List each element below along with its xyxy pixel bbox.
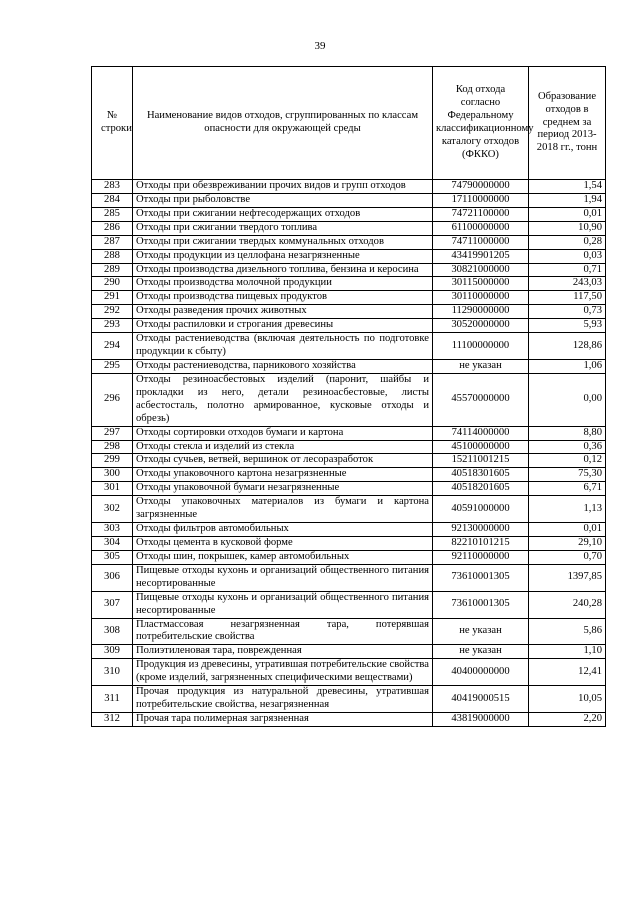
waste-name: Отходы продукции из целлофана незагрязненные <box>133 249 433 263</box>
row-number: 295 <box>92 359 133 373</box>
row-number: 299 <box>92 454 133 468</box>
page-number: 39 <box>314 40 326 52</box>
fkko-code: 74711000000 <box>433 235 529 249</box>
row-number: 285 <box>92 207 133 221</box>
row-number: 300 <box>92 468 133 482</box>
table-row <box>92 482 606 496</box>
waste-name: Прочая тара полимерная загрязненная <box>133 712 433 726</box>
waste-amount: 0,28 <box>529 235 606 249</box>
row-number: 308 <box>92 618 133 645</box>
table-row <box>92 536 606 550</box>
table-row <box>92 440 606 454</box>
waste-name: Отходы производства пищевых продуктов <box>133 291 433 305</box>
fkko-code: 61100000000 <box>433 221 529 235</box>
fkko-code: 45570000000 <box>433 373 529 426</box>
fkko-code: 40518201605 <box>433 482 529 496</box>
waste-name: Отходы распиловки и строгания древесины <box>133 319 433 333</box>
waste-name: Полиэтиленовая тара, поврежденная <box>133 645 433 659</box>
waste-table <box>91 66 606 727</box>
fkko-code: 30115000000 <box>433 277 529 291</box>
waste-name: Отходы растениеводства (включая деятельность по подготовке продукции к сбыту) <box>133 333 433 360</box>
table-row <box>92 277 606 291</box>
row-number: 298 <box>92 440 133 454</box>
waste-amount: 128,86 <box>529 333 606 360</box>
waste-amount: 0,00 <box>529 373 606 426</box>
waste-amount: 12,41 <box>529 659 606 686</box>
fkko-code: 40419000515 <box>433 686 529 713</box>
table-row <box>92 550 606 564</box>
fkko-code: 74790000000 <box>433 180 529 194</box>
row-number: 287 <box>92 235 133 249</box>
fkko-code: 40591000000 <box>433 496 529 523</box>
waste-name: Отходы фильтров автомобильных <box>133 523 433 537</box>
header-waste-name: Наименование видов отходов, сгруппированных по классам опасности для окружающей среды <box>133 67 433 180</box>
header-waste-amount: Образование отходов в среднем за период 2013-2018 гг., тонн <box>529 67 606 180</box>
waste-name: Отходы при обезвреживании прочих видов и групп отходов <box>133 180 433 194</box>
fkko-code: 74114000000 <box>433 426 529 440</box>
fkko-code: 11290000000 <box>433 305 529 319</box>
row-number: 291 <box>92 291 133 305</box>
waste-amount: 1,13 <box>529 496 606 523</box>
table-row <box>92 235 606 249</box>
fkko-code: 11100000000 <box>433 333 529 360</box>
row-number: 310 <box>92 659 133 686</box>
table-row <box>92 645 606 659</box>
waste-amount: 117,50 <box>529 291 606 305</box>
table-row <box>92 426 606 440</box>
waste-amount: 0,70 <box>529 550 606 564</box>
waste-name: Пищевые отходы кухонь и организаций общественного питания несортированные <box>133 564 433 591</box>
row-number: 304 <box>92 536 133 550</box>
fkko-code: 45100000000 <box>433 440 529 454</box>
row-number: 286 <box>92 221 133 235</box>
waste-name: Отходы разведения прочих животных <box>133 305 433 319</box>
waste-amount: 29,10 <box>529 536 606 550</box>
waste-amount: 8,80 <box>529 426 606 440</box>
waste-name: Отходы упаковочного картона незагрязненные <box>133 468 433 482</box>
fkko-code: не указан <box>433 618 529 645</box>
table-row <box>92 359 606 373</box>
row-number: 303 <box>92 523 133 537</box>
fkko-code: 73610001305 <box>433 591 529 618</box>
row-number: 294 <box>92 333 133 360</box>
table-row <box>92 193 606 207</box>
waste-amount: 1,06 <box>529 359 606 373</box>
waste-name: Отходы растениеводства, парникового хозяйства <box>133 359 433 373</box>
row-number: 293 <box>92 319 133 333</box>
fkko-code: 30520000000 <box>433 319 529 333</box>
row-number: 289 <box>92 263 133 277</box>
waste-amount: 0,71 <box>529 263 606 277</box>
waste-amount: 1,54 <box>529 180 606 194</box>
row-number: 283 <box>92 180 133 194</box>
table-row <box>92 249 606 263</box>
fkko-code: 92110000000 <box>433 550 529 564</box>
table-row <box>92 207 606 221</box>
waste-amount: 1,94 <box>529 193 606 207</box>
fkko-code: 82210101215 <box>433 536 529 550</box>
row-number: 292 <box>92 305 133 319</box>
row-number: 284 <box>92 193 133 207</box>
waste-amount: 0,03 <box>529 249 606 263</box>
waste-name: Отходы шин, покрышек, камер автомобильных <box>133 550 433 564</box>
table-row <box>92 659 606 686</box>
waste-name: Отходы при сжигании твердого топлива <box>133 221 433 235</box>
row-number: 306 <box>92 564 133 591</box>
header-row-number: № строки <box>92 67 133 180</box>
table-row <box>92 305 606 319</box>
waste-name: Отходы сортировки отходов бумаги и картона <box>133 426 433 440</box>
waste-name: Отходы упаковочной бумаги незагрязненные <box>133 482 433 496</box>
table-row <box>92 221 606 235</box>
waste-name: Отходы стекла и изделий из стекла <box>133 440 433 454</box>
row-number: 288 <box>92 249 133 263</box>
waste-amount: 75,30 <box>529 468 606 482</box>
table-row <box>92 291 606 305</box>
waste-name: Отходы производства дизельного топлива, бензина и керосина <box>133 263 433 277</box>
table-row <box>92 686 606 713</box>
table-row <box>92 712 606 726</box>
waste-name: Отходы сучьев, ветвей, вершинок от лесоразработок <box>133 454 433 468</box>
waste-name: Отходы при сжигании твердых коммунальных отходов <box>133 235 433 249</box>
waste-amount: 5,93 <box>529 319 606 333</box>
fkko-code: не указан <box>433 359 529 373</box>
waste-amount: 243,03 <box>529 277 606 291</box>
waste-name: Продукция из древесины, утратившая потребительские свойства (кроме изделий, загрязненных специфическими веществами) <box>133 659 433 686</box>
table-header-row <box>92 67 606 180</box>
table-row <box>92 496 606 523</box>
row-number: 307 <box>92 591 133 618</box>
waste-name: Пищевые отходы кухонь и организаций общественного питания несортированные <box>133 591 433 618</box>
waste-name: Прочая продукция из натуральной древесины, утратившая потребительские свойства, незагрязненная <box>133 686 433 713</box>
fkko-code: 92130000000 <box>433 523 529 537</box>
table-row <box>92 591 606 618</box>
waste-amount: 0,36 <box>529 440 606 454</box>
waste-amount: 1,10 <box>529 645 606 659</box>
waste-name: Отходы при рыболовстве <box>133 193 433 207</box>
waste-name: Отходы упаковочных материалов из бумаги и картона загрязненные <box>133 496 433 523</box>
table-row <box>92 454 606 468</box>
table-row <box>92 333 606 360</box>
row-number: 311 <box>92 686 133 713</box>
waste-amount: 10,90 <box>529 221 606 235</box>
row-number: 305 <box>92 550 133 564</box>
fkko-code: 17110000000 <box>433 193 529 207</box>
table-row <box>92 373 606 426</box>
table-row <box>92 180 606 194</box>
waste-amount: 6,71 <box>529 482 606 496</box>
waste-amount: 5,86 <box>529 618 606 645</box>
table-row <box>92 468 606 482</box>
waste-name: Отходы цемента в кусковой форме <box>133 536 433 550</box>
waste-amount: 240,28 <box>529 591 606 618</box>
table-row <box>92 618 606 645</box>
fkko-code: 74721100000 <box>433 207 529 221</box>
row-number: 302 <box>92 496 133 523</box>
waste-name: Отходы при сжигании нефтесодержащих отходов <box>133 207 433 221</box>
waste-name: Пластмассовая незагрязненная тара, потерявшая потребительские свойства <box>133 618 433 645</box>
row-number: 309 <box>92 645 133 659</box>
fkko-code: 43419901205 <box>433 249 529 263</box>
fkko-code: 43819000000 <box>433 712 529 726</box>
row-number: 290 <box>92 277 133 291</box>
waste-amount: 2,20 <box>529 712 606 726</box>
waste-amount: 0,01 <box>529 523 606 537</box>
fkko-code: не указан <box>433 645 529 659</box>
table-body <box>92 180 606 727</box>
fkko-code: 40518301605 <box>433 468 529 482</box>
table-row <box>92 564 606 591</box>
table-row <box>92 523 606 537</box>
table-row <box>92 263 606 277</box>
fkko-code: 73610001305 <box>433 564 529 591</box>
row-number: 301 <box>92 482 133 496</box>
fkko-code: 40400000000 <box>433 659 529 686</box>
waste-amount: 0,01 <box>529 207 606 221</box>
row-number: 312 <box>92 712 133 726</box>
waste-name: Отходы резиноасбестовых изделий (паронит, шайбы и прокладки из него, детали резиноасбестовые, листы асбестосталь, полотно армированное, кусковые отходы и обрезь) <box>133 373 433 426</box>
fkko-code: 30110000000 <box>433 291 529 305</box>
row-number: 297 <box>92 426 133 440</box>
waste-amount: 10,05 <box>529 686 606 713</box>
table-row <box>92 319 606 333</box>
waste-name: Отходы производства молочной продукции <box>133 277 433 291</box>
waste-amount: 0,73 <box>529 305 606 319</box>
waste-amount: 1397,85 <box>529 564 606 591</box>
fkko-code: 30821000000 <box>433 263 529 277</box>
row-number: 296 <box>92 373 133 426</box>
waste-amount: 0,12 <box>529 454 606 468</box>
fkko-code: 15211001215 <box>433 454 529 468</box>
header-fkko-code: Код отхода согласно Федеральному классификационному каталогу отходов (ФККО) <box>433 67 529 180</box>
